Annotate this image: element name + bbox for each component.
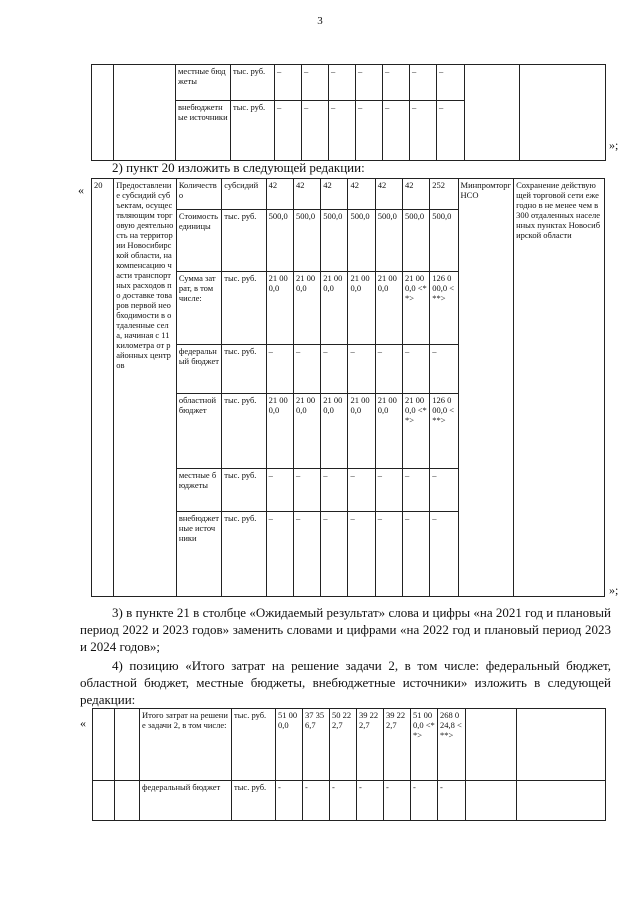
table-cell: – [403,469,430,512]
table-cell: – [329,65,356,101]
table-total-task-2 [92,708,606,821]
table-cell: – [410,65,437,101]
table-cell: 126 000,0 <**> [430,394,458,469]
table-cell: - [384,781,411,821]
table-cell: – [266,345,293,394]
table-cell: – [348,512,375,597]
table-cell [517,709,606,781]
table-cell: 500,0 [348,210,375,272]
closing-quote: »; [609,138,619,152]
table-cell: - [357,781,384,821]
table-cell: внебюджетные источники [176,512,221,597]
table-cell: – [356,101,383,161]
table-cell: 51 000,0 [276,709,303,781]
paragraph-point-4: 4) позицию «Итого затрат на решение задачи 2, в том числе: федеральный бюджет, областной бюджет, местные бюджеты, внебюджетные источники» изложить в следующей редакции: [80,658,611,707]
table-row [93,781,606,821]
table-cell: – [302,101,329,161]
table-cell: 500,0 [375,210,402,272]
table-cell: тыс. руб. [231,101,275,161]
table-cell: 21 000,0 [321,394,348,469]
table-cell: тыс. руб. [232,709,276,781]
table-cell: Сохранение действующей торговой сети ежегодно в не менее чем в 300 отдаленных населенных пунктах Новосибирской области [514,179,605,597]
table-cell: Стоимость единицы [176,210,221,272]
table-cell: 39 222,7 [357,709,384,781]
table-cell: Предоставление субсидий субъектам, осуществляющим торговую деятельность на территории Новосибирской области, на компенсацию части транспортных расходов по доставке товаров первой необходимости в отдаленные села, начиная с 11 километра от районных центров [114,179,177,597]
table-cell [517,781,606,821]
table-cell: - [276,781,303,821]
table-cell: – [383,101,410,161]
table-cell [114,65,176,161]
opening-quote: « [78,183,84,197]
table-cell: – [430,512,458,597]
table-cell: – [437,101,465,161]
table-cell: – [293,512,320,597]
table-cell [466,709,517,781]
table-cell [92,65,114,161]
table-cell: 21 000,0 [293,394,320,469]
table-cell: 42 [375,179,402,210]
table-cell [93,709,115,781]
page-number: 3 [317,15,323,27]
table-cell: – [410,101,437,161]
table-cell: 42 [403,179,430,210]
table-cell: 51 000,0 <**> [411,709,438,781]
table-cell [465,65,520,161]
table-cell: – [293,469,320,512]
table-cell: – [329,101,356,161]
table-cell: 42 [293,179,320,210]
table-cell: – [348,469,375,512]
table-cell: Минпромторг НСО [458,179,514,597]
table-cell: местные бюджеты [176,469,221,512]
paragraph-point-3: 3) в пункте 21 в столбце «Ожидаемый результат» слова и цифры «на 2021 год и плановый период 2022 и 2023 годов» заменить словами и цифрами «на 2022 год и плановый период 2023 и 2024 годов»; [80,605,611,654]
table-cell: – [383,65,410,101]
table-cell: тыс. руб. [222,210,266,272]
table-cell: тыс. руб. [232,781,276,821]
table-cell [466,781,517,821]
table-cell: 20 [92,179,114,597]
table-cell: 21 000,0 <**> [403,272,430,345]
closing-quote: »; [609,583,619,597]
table-cell: 500,0 [403,210,430,272]
table-cell: – [430,345,458,394]
table-cell: Количество [176,179,221,210]
table-cell: 500,0 [266,210,293,272]
table-cell: тыс. руб. [222,345,266,394]
table-cell: – [293,345,320,394]
table-cell: тыс. руб. [222,512,266,597]
table-cell: тыс. руб. [231,65,275,101]
table-cell: 42 [348,179,375,210]
table-cell: Сумма затрат, в том числе: [176,272,221,345]
table-row [93,709,606,781]
table-cell [115,781,140,821]
table-cell: 50 222,7 [330,709,357,781]
table-cell: 21 000,0 [266,272,293,345]
table-cell: федеральный бюджет [140,781,232,821]
table-cell [93,781,115,821]
table-point-20 [91,178,605,597]
table-cell: – [321,512,348,597]
table-cell [520,65,606,161]
table-cell: - [330,781,357,821]
table-cell: – [437,65,465,101]
table-cell: - [411,781,438,821]
table-cell: – [403,512,430,597]
table-cell: Итого затрат на решение задачи 2, в том числе: [140,709,232,781]
table-cell: 21 000,0 [348,272,375,345]
table-cell: – [321,345,348,394]
table-row [92,179,605,210]
table-cell: – [375,345,402,394]
table-cell: - [303,781,330,821]
table-cell: 42 [266,179,293,210]
table-cell: – [266,512,293,597]
table-cell: субсидий [222,179,266,210]
table-cell: 500,0 [293,210,320,272]
table-cell: 21 000,0 [375,394,402,469]
table-cell: – [321,469,348,512]
table-cell: – [302,65,329,101]
table-cell: тыс. руб. [222,394,266,469]
table-cell: – [348,345,375,394]
table-cell: тыс. руб. [222,272,266,345]
table-cell: 37 356,7 [303,709,330,781]
table-cell [115,709,140,781]
table-cell: 500,0 [321,210,348,272]
table-cell: – [375,469,402,512]
table-cell: местные бюджеты [176,65,231,101]
table-cell: 21 000,0 [348,394,375,469]
table-cell: – [356,65,383,101]
table-cell: внебюджетные источники [176,101,231,161]
table-row [92,65,606,101]
table-cell: 21 000,0 [293,272,320,345]
table-cell: 39 222,7 [384,709,411,781]
table-cell: – [266,469,293,512]
table-cell: областной бюджет [176,394,221,469]
table-cell: федеральный бюджет [176,345,221,394]
opening-quote: « [80,716,86,730]
table-cell: 268 024,8 <**> [438,709,466,781]
table-cell: 42 [321,179,348,210]
table-cell: – [375,512,402,597]
table-cell: 126 000,0 <**> [430,272,458,345]
table-cell: 21 000,0 [266,394,293,469]
paragraph-point-20: 2) пункт 20 изложить в следующей редакции: [112,160,365,175]
table-cell: – [275,65,302,101]
table-cell: 252 [430,179,458,210]
table-cell: 21 000,0 <**> [403,394,430,469]
table-cell: - [438,781,466,821]
table-cell: – [430,469,458,512]
table-cell: – [275,101,302,161]
table-continuation [91,64,606,161]
table-cell: 21 000,0 [375,272,402,345]
table-cell: 500,0 [430,210,458,272]
table-cell: 21 000,0 [321,272,348,345]
table-cell: тыс. руб. [222,469,266,512]
table-cell: – [403,345,430,394]
